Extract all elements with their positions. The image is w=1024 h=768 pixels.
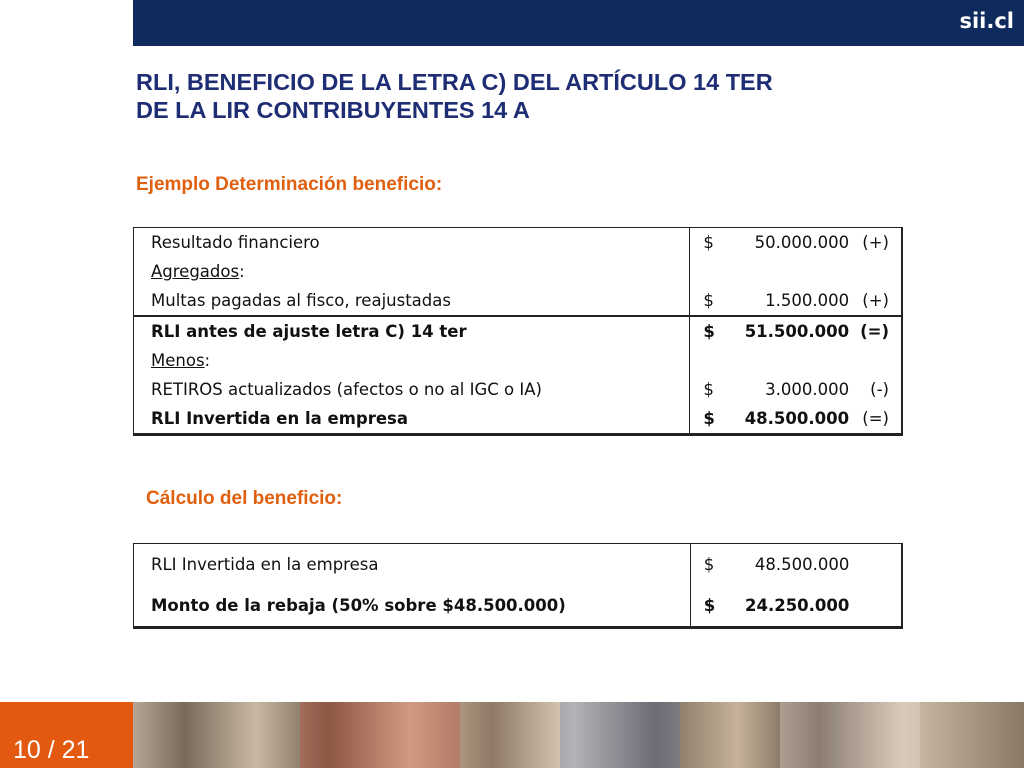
slide-title-line-2: DE LA LIR CONTRIBUYENTES 14 A: [136, 97, 530, 123]
page-indicator: 10 / 21: [13, 736, 90, 764]
row-label: RLI Invertida en la empresa: [151, 409, 408, 428]
table-row: [134, 257, 903, 286]
row-sign: (+): [862, 291, 889, 310]
calculation-table: [133, 543, 903, 629]
row-currency: $: [690, 286, 729, 316]
row-label: RLI antes de ajuste letra C) 14 ter: [134, 316, 690, 346]
row-label: [134, 346, 690, 375]
row-currency: $: [690, 316, 729, 346]
photo-blur: [300, 702, 460, 768]
row-amount: 48.500.000: [754, 554, 850, 574]
row-currency: [690, 346, 729, 375]
row-amount: 24.250.000: [744, 595, 850, 615]
table-row: [134, 228, 903, 258]
photo-blur: [560, 702, 680, 768]
table-row: [134, 346, 903, 375]
row-label: RETIROS actualizados (afectos o no al IGC o IA): [151, 380, 542, 399]
slide-title-line-1: RLI, BENEFICIO DE LA LETRA C) DEL ARTÍCULO 14 TER: [136, 69, 773, 95]
row-label: Multas pagadas al fisco, reajustadas: [151, 291, 451, 310]
table-row: [134, 286, 903, 316]
row-amount: 1.500.000: [765, 291, 850, 310]
row-label-text: Agregados: [151, 262, 240, 281]
row-label: Resultado financiero: [151, 233, 320, 252]
table-row-total: [134, 404, 903, 435]
row-sign: [849, 346, 902, 375]
row-currency: $: [690, 228, 729, 258]
row-amount: [729, 346, 849, 375]
row-currency: [690, 257, 729, 286]
table-row: [134, 544, 903, 585]
table-row: [134, 375, 903, 404]
row-label-suffix: :: [239, 262, 245, 281]
slide-title: [136, 68, 956, 124]
row-sign: (-): [870, 380, 889, 399]
row-currency: $: [690, 544, 729, 585]
row-label: RLI Invertida en la empresa: [151, 554, 379, 574]
row-amount: 48.500.000: [744, 409, 850, 428]
page-indicator-box: [0, 702, 133, 768]
row-amount: 50.000.000: [754, 233, 850, 252]
brand-logo[interactable]: sii.cl: [959, 9, 1014, 33]
row-sign: [849, 584, 902, 628]
row-label-suffix: :: [204, 351, 211, 370]
row-sign: [849, 544, 902, 585]
photo-blur: [780, 702, 920, 768]
subheading-example: Ejemplo Determinación beneficio:: [136, 174, 443, 195]
row-sign: (+): [862, 233, 889, 252]
header-bar: [133, 0, 1024, 46]
row-amount: 3.000.000: [765, 380, 850, 399]
determination-table: [133, 227, 903, 436]
row-currency: $: [690, 404, 729, 435]
row-currency: $: [690, 584, 729, 628]
row-label: Monto de la rebaja (50% sobre $48.500.000): [151, 595, 566, 615]
row-amount: [729, 257, 849, 286]
row-sign: [849, 257, 902, 286]
row-amount: 51.500.000: [729, 316, 849, 346]
row-label: [134, 257, 690, 286]
row-sign: (=): [862, 409, 889, 428]
row-currency: $: [690, 375, 729, 404]
row-label-text: Menos: [151, 351, 205, 370]
footer-crowd-photo: [0, 702, 1024, 768]
table-row-subtotal: [134, 316, 903, 346]
table-row-total: [134, 584, 903, 628]
subheading-calculation: Cálculo del beneficio:: [146, 488, 343, 509]
row-sign: (=): [849, 316, 902, 346]
